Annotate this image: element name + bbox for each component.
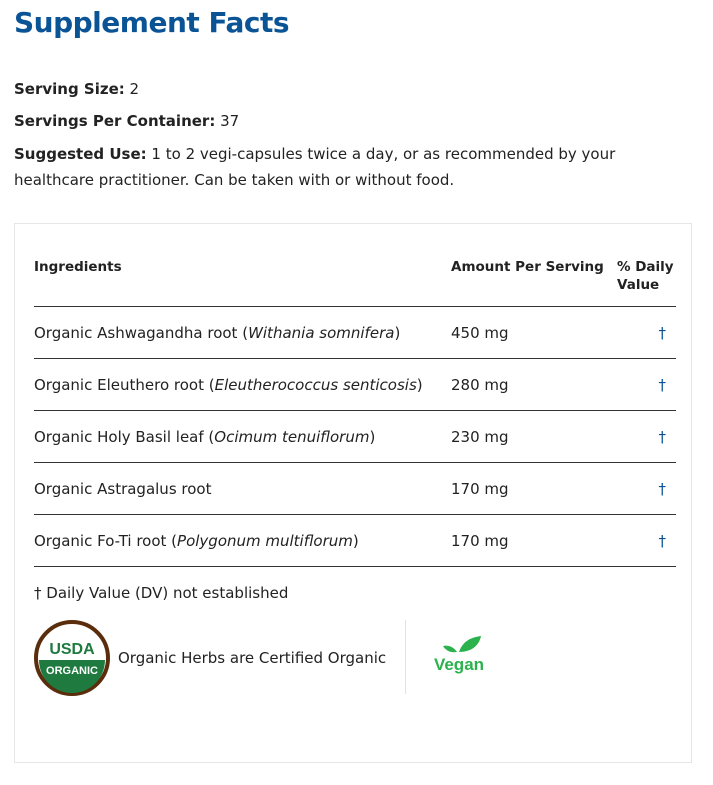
ingredient-amount: 170 mg xyxy=(451,515,617,567)
col-ingredients: Ingredients xyxy=(34,246,451,307)
ingredient-name: Organic Ashwagandha root (Withania somnifera) xyxy=(34,307,451,359)
ingredient-amount: 280 mg xyxy=(451,359,617,411)
table-row xyxy=(34,307,676,359)
ingredient-daily-value: † xyxy=(617,359,676,411)
ingredient-daily-value: † xyxy=(617,411,676,463)
table-row xyxy=(34,359,676,411)
table-row xyxy=(34,411,676,463)
svg-text:ORGANIC: ORGANIC xyxy=(46,665,98,677)
serving-size: Serving Size: 2 xyxy=(14,80,140,98)
ingredient-amount: 450 mg xyxy=(451,307,617,359)
col-amount: Amount Per Serving xyxy=(451,246,617,307)
suggested-use: Suggested Use: 1 to 2 vegi-capsules twice a day, or as recommended by your healthcare practitioner. Can be taken with or without food. xyxy=(14,145,616,189)
ingredient-amount: 170 mg xyxy=(451,463,617,515)
usda-organic-logo xyxy=(34,620,110,696)
ingredient-name: Organic Eleuthero root (Eleutherococcus senticosis) xyxy=(34,359,451,411)
ingredient-daily-value: † xyxy=(617,463,676,515)
page-title: Supplement Facts xyxy=(14,6,290,39)
divider xyxy=(405,620,406,694)
footnote: † Daily Value (DV) not established xyxy=(34,584,289,602)
table-row xyxy=(34,463,676,515)
svg-text:USDA: USDA xyxy=(49,641,95,658)
svg-text:Vegan: Vegan xyxy=(433,655,485,674)
col-daily-value: % Daily Value xyxy=(617,246,676,307)
ingredient-name: Organic Astragalus root xyxy=(34,463,451,515)
ingredient-daily-value: † xyxy=(617,515,676,567)
organic-certification xyxy=(34,620,386,696)
ingredient-name: Organic Holy Basil leaf (Ocimum tenuiflorum) xyxy=(34,411,451,463)
ingredient-daily-value: † xyxy=(617,307,676,359)
ingredient-name: Organic Fo-Ti root (Polygonum multiflorum) xyxy=(34,515,451,567)
servings-per-container: Servings Per Container: 37 xyxy=(14,112,240,130)
vegan-logo xyxy=(429,634,489,674)
ingredient-amount: 230 mg xyxy=(451,411,617,463)
certification-text: Organic Herbs are Certified Organic xyxy=(118,649,387,667)
facts-panel xyxy=(14,223,692,763)
ingredients-table xyxy=(34,246,676,567)
table-row xyxy=(34,515,676,567)
